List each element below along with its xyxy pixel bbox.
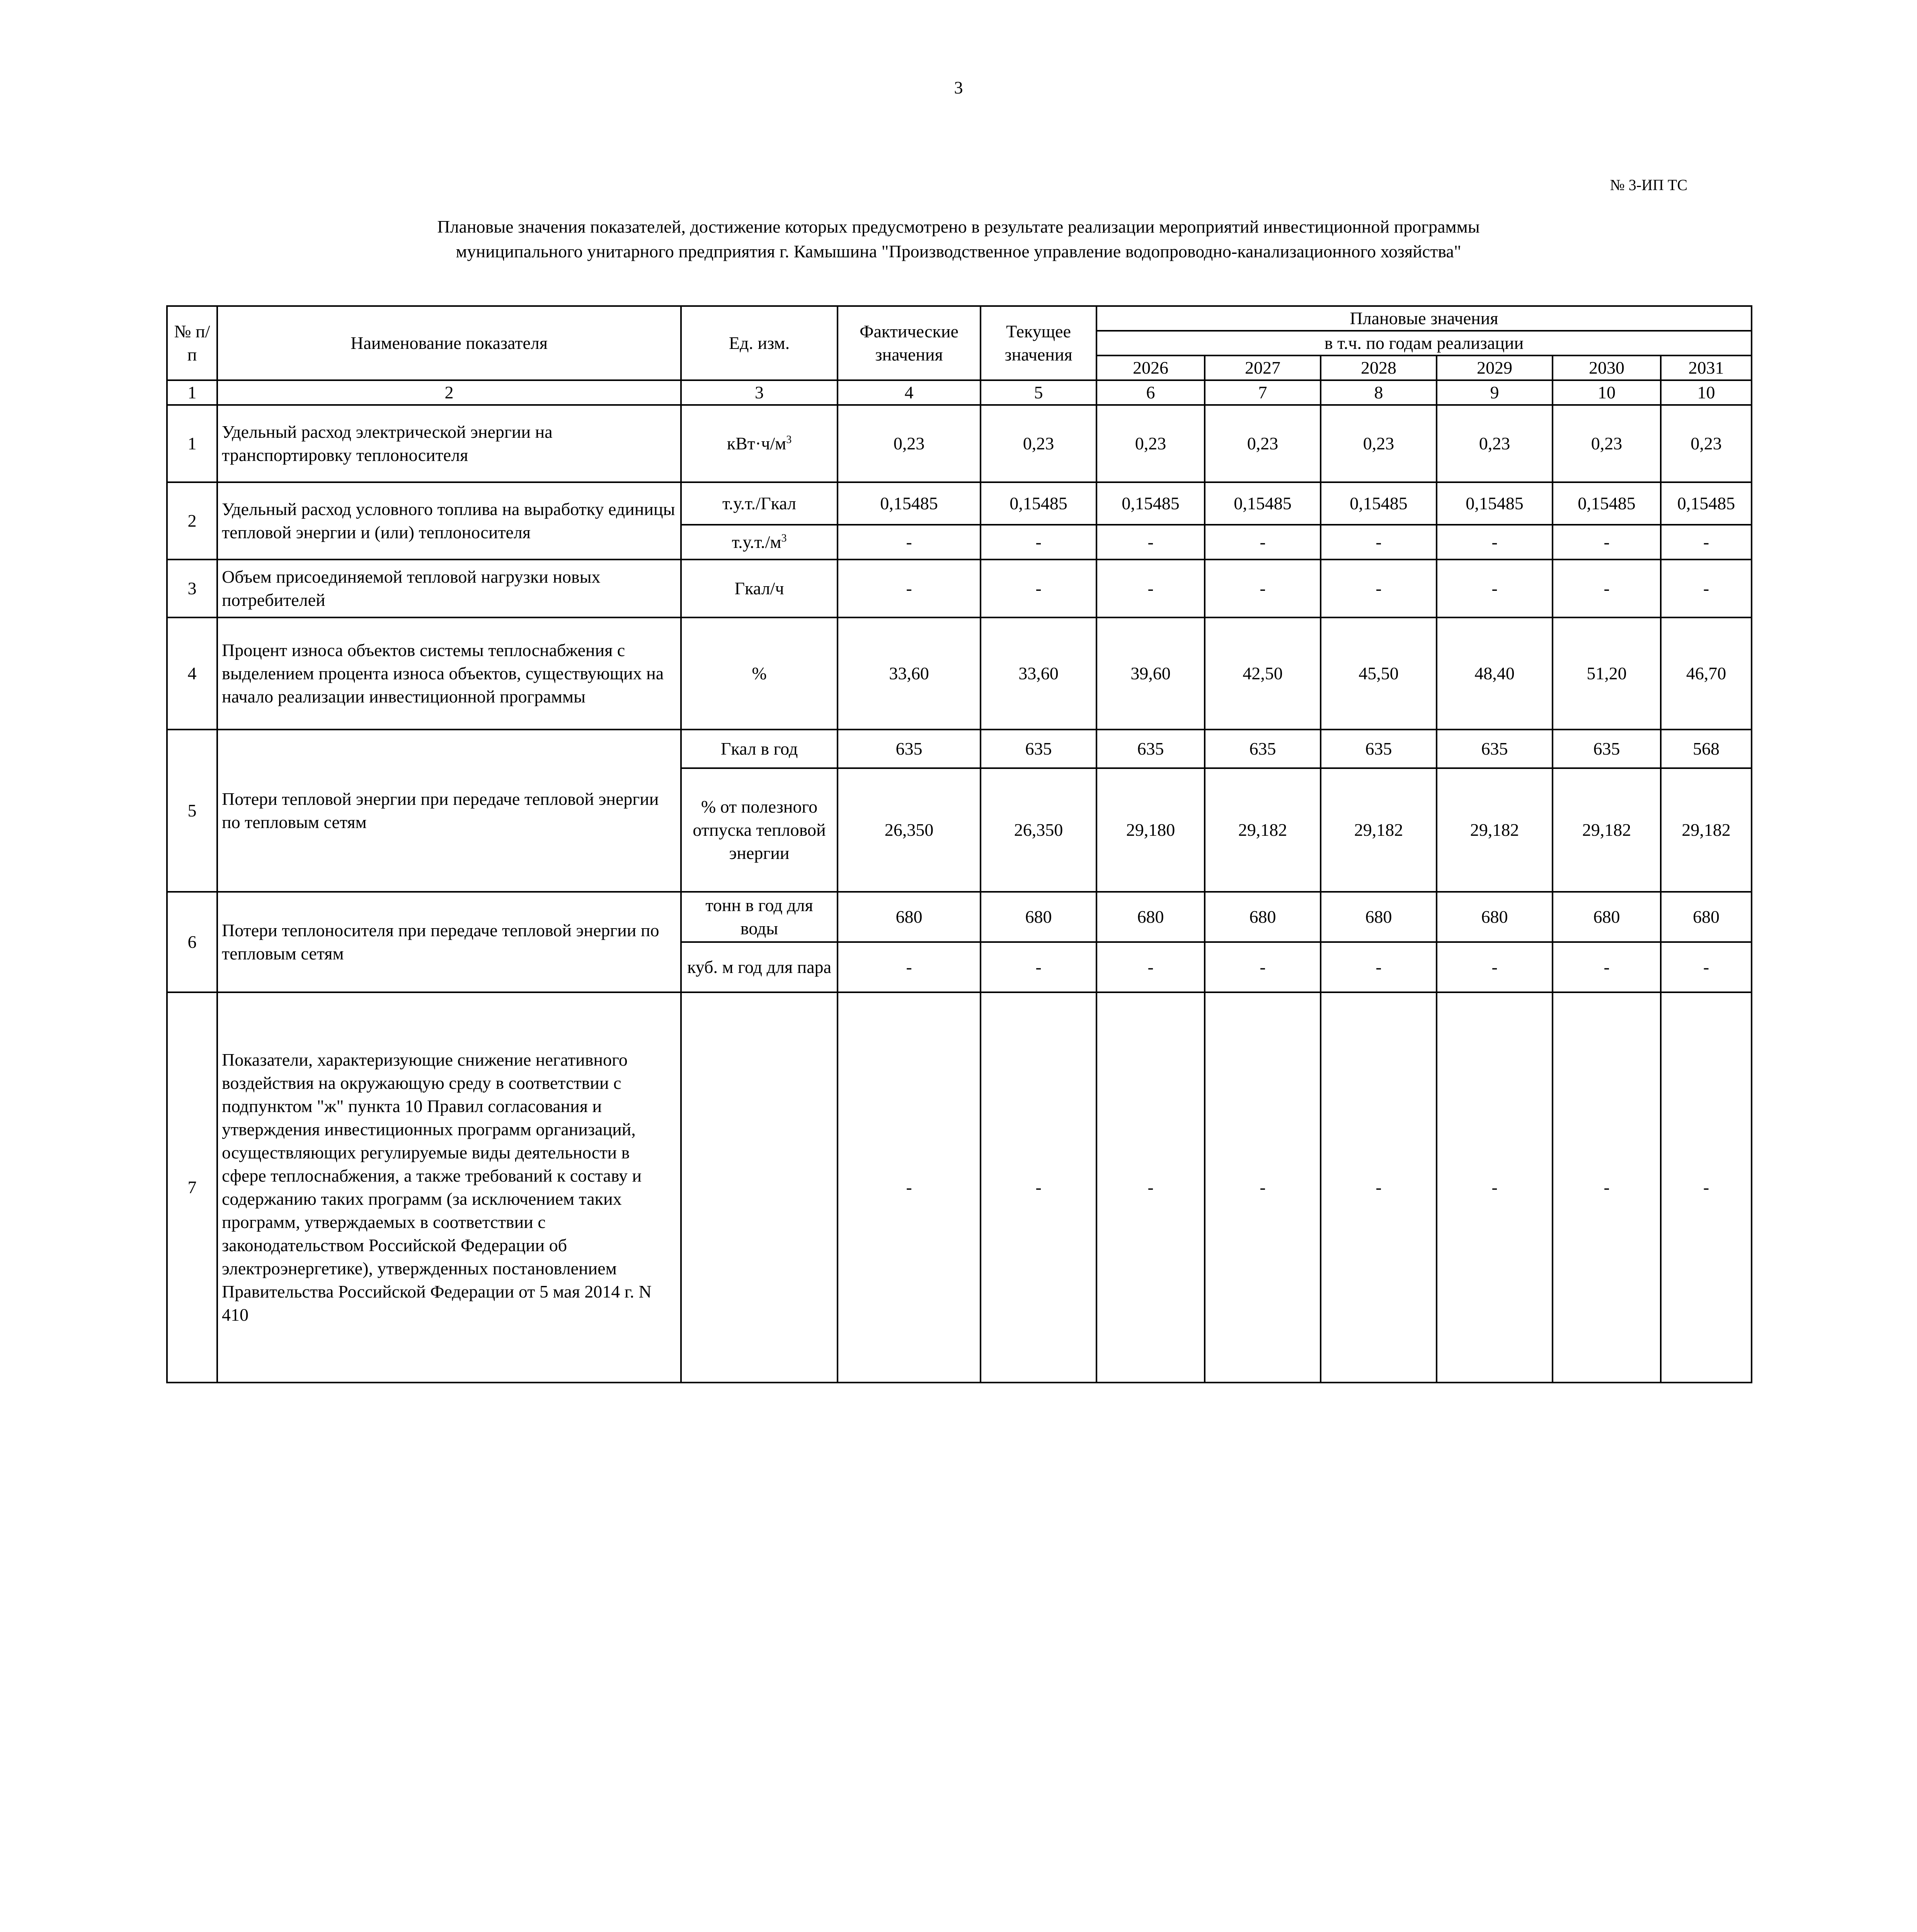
row-number: 1 [167, 405, 217, 482]
indicators-table [166, 305, 1752, 1383]
column-number: 3 [681, 380, 838, 405]
unit-cell [681, 892, 838, 942]
value-cell: - [1205, 942, 1321, 992]
unit-cell [681, 730, 838, 768]
value-cell: 0,23 [1321, 405, 1437, 482]
value-cell: 0,15485 [1321, 482, 1437, 525]
header-year: 2029 [1437, 355, 1553, 380]
value-cell: 0,15485 [1096, 482, 1205, 525]
row-number: 3 [167, 560, 217, 617]
value-cell: 0,15485 [1553, 482, 1661, 525]
value-cell: 29,182 [1553, 768, 1661, 892]
value-cell: 26,350 [981, 768, 1096, 892]
value-cell: 680 [1661, 892, 1752, 942]
header-actual: Фактические значения [838, 306, 981, 380]
row-number: 6 [167, 892, 217, 992]
table-row [167, 560, 1752, 617]
header-current: Текущее значения [981, 306, 1096, 380]
column-number: 2 [217, 380, 681, 405]
column-number: 6 [1096, 380, 1205, 405]
unit-text: тонн в год для воды [705, 895, 813, 938]
value-cell: 635 [1321, 730, 1437, 768]
header-num: № п/п [167, 306, 217, 380]
value-cell: - [838, 942, 981, 992]
value-cell: 42,50 [1205, 617, 1321, 730]
value-cell: 29,182 [1661, 768, 1752, 892]
value-cell: 33,60 [981, 617, 1096, 730]
unit-text: Гкал/ч [734, 578, 784, 598]
value-cell: - [1437, 525, 1553, 560]
unit-text: куб. м год для пара [687, 957, 831, 977]
value-cell: - [1553, 560, 1661, 617]
value-cell: 45,50 [1321, 617, 1437, 730]
value-cell: 635 [1096, 730, 1205, 768]
unit-cell [681, 992, 838, 1383]
row-number: 2 [167, 482, 217, 560]
unit-cell [681, 560, 838, 617]
value-cell: - [981, 942, 1096, 992]
value-cell: 33,60 [838, 617, 981, 730]
value-cell: 568 [1661, 730, 1752, 768]
indicator-name: Процент износа объектов системы теплоснабжения с выделением процента износа объектов, существующих на начало реализации инвестиционной программы [217, 617, 681, 730]
value-cell: - [981, 992, 1096, 1383]
value-cell: - [1096, 525, 1205, 560]
value-cell: - [1205, 992, 1321, 1383]
value-cell: 29,182 [1205, 768, 1321, 892]
value-cell: 0,23 [838, 405, 981, 482]
unit-superscript: 3 [781, 532, 787, 544]
value-cell: 680 [1437, 892, 1553, 942]
value-cell: - [1661, 992, 1752, 1383]
value-cell: - [1205, 560, 1321, 617]
value-cell: 0,15485 [981, 482, 1096, 525]
unit-text: т.у.т./м [732, 532, 781, 552]
value-cell: 0,15485 [1205, 482, 1321, 525]
document-reference: № 3-ИП ТС [1610, 176, 1687, 194]
value-cell: - [1661, 525, 1752, 560]
value-cell: - [1321, 560, 1437, 617]
column-number: 7 [1205, 380, 1321, 405]
document-title-line-2: муниципального унитарного предприятия г. Камышина "Производственное управление водопроводно-канализационного хозяйства" [456, 242, 1461, 261]
unit-cell [681, 482, 838, 525]
value-cell: 0,15485 [1437, 482, 1553, 525]
value-cell: 0,15485 [838, 482, 981, 525]
value-cell: 26,350 [838, 768, 981, 892]
value-cell: - [1553, 992, 1661, 1383]
value-cell: - [1553, 525, 1661, 560]
document-title [0, 214, 1917, 264]
value-cell: 0,23 [1205, 405, 1321, 482]
indicator-name: Потери тепловой энергии при передаче тепловой энергии по тепловым сетям [217, 730, 681, 892]
value-cell: 680 [981, 892, 1096, 942]
indicator-name: Объем присоединяемой тепловой нагрузки новых потребителей [217, 560, 681, 617]
value-cell: - [1096, 560, 1205, 617]
header-by-years: в т.ч. по годам реализации [1096, 331, 1752, 355]
value-cell: 0,23 [1553, 405, 1661, 482]
unit-cell [681, 768, 838, 892]
header-year: 2027 [1205, 355, 1321, 380]
row-number: 5 [167, 730, 217, 892]
unit-text: т.у.т./Гкал [722, 493, 796, 513]
unit-text: кВт·ч/м [727, 434, 787, 453]
value-cell: 0,23 [1437, 405, 1553, 482]
value-cell: - [838, 992, 981, 1383]
unit-text: % [752, 663, 767, 683]
value-cell: 635 [1437, 730, 1553, 768]
value-cell: - [1321, 992, 1437, 1383]
value-cell: - [1321, 942, 1437, 992]
table-row [167, 892, 1752, 942]
document-title-line-1: Плановые значения показателей, достижение которых предусмотрено в результате реализации мероприятий инвестиционной программы [437, 217, 1480, 236]
header-name: Наименование показателя [217, 306, 681, 380]
column-number: 5 [981, 380, 1096, 405]
value-cell: 635 [981, 730, 1096, 768]
unit-cell [681, 405, 838, 482]
header-year: 2028 [1321, 355, 1437, 380]
value-cell: 0,23 [981, 405, 1096, 482]
column-number: 10 [1661, 380, 1752, 405]
value-cell: - [1553, 942, 1661, 992]
value-cell: 0,23 [1096, 405, 1205, 482]
column-number: 9 [1437, 380, 1553, 405]
column-number: 4 [838, 380, 981, 405]
header-unit: Ед. изм. [681, 306, 838, 380]
value-cell: 635 [1553, 730, 1661, 768]
table-row [167, 405, 1752, 482]
value-cell: - [838, 560, 981, 617]
value-cell: 29,180 [1096, 768, 1205, 892]
value-cell: - [1321, 525, 1437, 560]
value-cell: 29,182 [1321, 768, 1437, 892]
value-cell: - [1205, 525, 1321, 560]
header-year: 2031 [1661, 355, 1752, 380]
table-row [167, 617, 1752, 730]
unit-cell [681, 617, 838, 730]
row-number: 4 [167, 617, 217, 730]
value-cell: 48,40 [1437, 617, 1553, 730]
value-cell: - [981, 560, 1096, 617]
unit-cell [681, 942, 838, 992]
indicator-name: Потери теплоносителя при передаче тепловой энергии по тепловым сетям [217, 892, 681, 992]
value-cell: - [981, 525, 1096, 560]
table-row [167, 730, 1752, 768]
table-row [167, 992, 1752, 1383]
table-row [167, 482, 1752, 525]
value-cell: - [838, 525, 981, 560]
page-number: 3 [954, 78, 963, 97]
unit-text: % от полезного отпуска тепловой энергии [693, 797, 826, 863]
value-cell: - [1437, 992, 1553, 1383]
indicator-name: Удельный расход электрической энергии на транспортировку теплоносителя [217, 405, 681, 482]
unit-text: Гкал в год [720, 739, 798, 759]
header-year: 2026 [1096, 355, 1205, 380]
unit-superscript: 3 [786, 434, 792, 446]
value-cell: 0,15485 [1661, 482, 1752, 525]
value-cell: - [1096, 942, 1205, 992]
value-cell: 635 [1205, 730, 1321, 768]
indicator-name: Удельный расход условного топлива на выработку единицы тепловой энергии и (или) теплоносителя [217, 482, 681, 560]
header-year: 2030 [1553, 355, 1661, 380]
value-cell: - [1096, 992, 1205, 1383]
value-cell: - [1437, 560, 1553, 617]
value-cell: - [1661, 942, 1752, 992]
value-cell: 680 [1321, 892, 1437, 942]
indicator-name: Показатели, характеризующие снижение негативного воздействия на окружающую среду в соответствии с подпунктом "ж" пункта 10 Правил согласования и утверждения инвестиционных программ организаций, осуществляющих регулируемые виды деятельности в сфере теплоснабжения, а также требований к составу и содержанию таких программ (за исключением таких программ, утверждаемых в соответствии с законодательством Российской Федерации об электроэнергетике), утвержденных постановлением Правительства Российской Федерации от 5 мая 2014 г. N 410 [217, 992, 681, 1383]
value-cell: 0,23 [1661, 405, 1752, 482]
value-cell: 680 [1205, 892, 1321, 942]
column-number: 1 [167, 380, 217, 405]
value-cell: 46,70 [1661, 617, 1752, 730]
value-cell: 39,60 [1096, 617, 1205, 730]
unit-cell [681, 525, 838, 560]
value-cell: 680 [838, 892, 981, 942]
value-cell: - [1437, 942, 1553, 992]
column-number: 10 [1553, 380, 1661, 405]
value-cell: 635 [838, 730, 981, 768]
value-cell: 680 [1096, 892, 1205, 942]
value-cell: 29,182 [1437, 768, 1553, 892]
value-cell: - [1661, 560, 1752, 617]
value-cell: 680 [1553, 892, 1661, 942]
row-number: 7 [167, 992, 217, 1383]
value-cell: 51,20 [1553, 617, 1661, 730]
column-number: 8 [1321, 380, 1437, 405]
header-planned: Плановые значения [1096, 306, 1752, 331]
